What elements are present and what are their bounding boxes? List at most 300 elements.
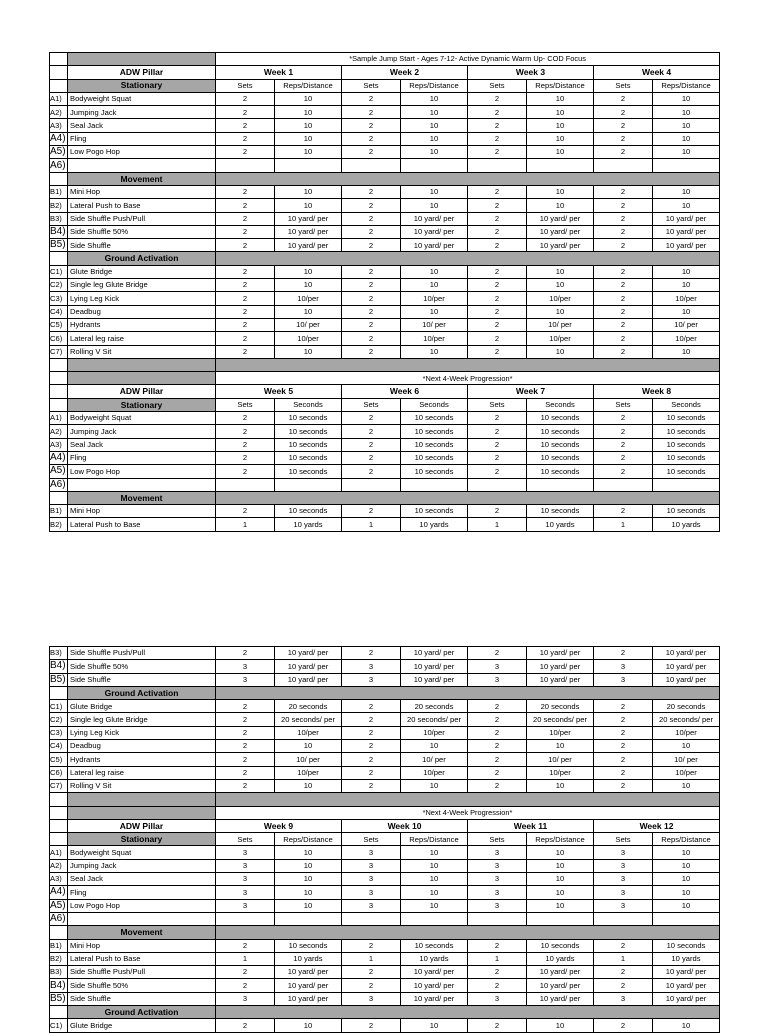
- reps-value: 10/per: [401, 332, 468, 345]
- sets-value: 2: [468, 966, 527, 979]
- sets-value: 2: [342, 305, 401, 318]
- sets-value: 2: [216, 1019, 275, 1032]
- cell: [50, 385, 68, 398]
- section-title: *Next 4-Week Progression*: [216, 806, 720, 819]
- sets-value: [216, 159, 275, 172]
- reps-value: 10: [653, 846, 720, 859]
- sets-value: 2: [216, 92, 275, 105]
- sets-value: 2: [216, 212, 275, 225]
- sets-value: 2: [216, 225, 275, 238]
- exercise-code: B4): [50, 226, 66, 237]
- sets-value: 2: [216, 199, 275, 212]
- sets-value: 2: [216, 345, 275, 358]
- week-header: Week 3: [468, 66, 594, 79]
- reps-value: 10 yard/ per: [401, 673, 468, 686]
- exercise-name: Side Shuffle: [68, 992, 216, 1005]
- section-fill: [216, 686, 720, 699]
- week-header: Week 7: [468, 385, 594, 398]
- exercise-name: Fling: [68, 132, 216, 145]
- sets-value: 1: [594, 952, 653, 965]
- reps-value: 20 seconds: [527, 700, 594, 713]
- sets-value: [594, 478, 653, 491]
- sets-value: 1: [342, 952, 401, 965]
- table-row: [50, 899, 720, 912]
- sets-value: 2: [342, 726, 401, 739]
- sets-value: 2: [216, 185, 275, 198]
- exercise-code: A3): [50, 438, 68, 451]
- exercise-code: C7): [50, 779, 68, 792]
- reps-value: 10/ per: [401, 753, 468, 766]
- sets-value: 3: [216, 873, 275, 886]
- column-header: Sets: [342, 833, 401, 846]
- reps-value: [527, 478, 594, 491]
- column-header: Reps/Distance: [527, 833, 594, 846]
- table-row: [50, 491, 720, 504]
- table-row: [50, 647, 720, 660]
- sets-value: 2: [342, 212, 401, 225]
- sets-value: 2: [594, 438, 653, 451]
- table-row: [50, 66, 720, 79]
- reps-value: 10: [275, 846, 342, 859]
- reps-value: 10 seconds: [401, 451, 468, 464]
- reps-value: 10: [653, 305, 720, 318]
- sets-value: 2: [342, 412, 401, 425]
- sets-value: [468, 478, 527, 491]
- reps-value: 10 yards: [401, 952, 468, 965]
- section-fill: [216, 926, 720, 939]
- sets-value: 2: [468, 265, 527, 278]
- table-row: [50, 212, 720, 225]
- table-row: [50, 172, 720, 185]
- table-row: [50, 505, 720, 518]
- cell: [50, 833, 68, 846]
- sets-value: 3: [216, 673, 275, 686]
- exercise-code: C6): [50, 332, 68, 345]
- sets-value: 2: [342, 119, 401, 132]
- table-row: [50, 939, 720, 952]
- reps-value: 10: [653, 265, 720, 278]
- reps-value: 10: [401, 1019, 468, 1032]
- reps-value: 10 yard/ per: [275, 660, 342, 673]
- reps-value: 10: [401, 345, 468, 358]
- reps-value: [653, 912, 720, 925]
- reps-value: 20 seconds/ per: [275, 713, 342, 726]
- cell: [50, 1006, 68, 1019]
- reps-value: 10/per: [275, 726, 342, 739]
- reps-value: 10 yard/ per: [527, 979, 594, 992]
- sets-value: 2: [468, 146, 527, 159]
- reps-value: 10 yard/ per: [653, 979, 720, 992]
- exercise-code: C1): [50, 265, 68, 278]
- sets-value: 2: [468, 1019, 527, 1032]
- sets-value: 2: [468, 505, 527, 518]
- sets-value: 2: [468, 119, 527, 132]
- column-header: Seconds: [401, 398, 468, 411]
- sets-value: 2: [216, 132, 275, 145]
- reps-value: 10 seconds: [653, 438, 720, 451]
- table-row: [50, 146, 720, 159]
- table-row: [50, 345, 720, 358]
- reps-value: 10: [275, 132, 342, 145]
- week-header: Week 1: [216, 66, 342, 79]
- sets-value: 3: [468, 673, 527, 686]
- sets-value: 2: [594, 966, 653, 979]
- reps-value: 10: [401, 279, 468, 292]
- reps-value: 10/ per: [275, 318, 342, 331]
- sets-value: 2: [594, 647, 653, 660]
- sets-value: 3: [468, 899, 527, 912]
- sets-value: 2: [342, 779, 401, 792]
- reps-value: 10 seconds: [275, 425, 342, 438]
- reps-value: 10: [275, 146, 342, 159]
- sets-value: 2: [342, 979, 401, 992]
- reps-value: 10 seconds: [527, 412, 594, 425]
- column-header: Sets: [342, 398, 401, 411]
- reps-value: 10/per: [653, 292, 720, 305]
- reps-value: 10 seconds: [275, 505, 342, 518]
- sets-value: 3: [594, 859, 653, 872]
- reps-value: 10 yards: [275, 518, 342, 531]
- column-header: Reps/Distance: [527, 79, 594, 92]
- column-header: Reps/Distance: [275, 833, 342, 846]
- table-row: [50, 793, 720, 806]
- reps-value: 10 yard/ per: [527, 660, 594, 673]
- reps-value: 10 yard/ per: [275, 239, 342, 252]
- reps-value: 10 seconds: [275, 939, 342, 952]
- exercise-code: B5): [50, 992, 66, 1004]
- sets-value: 2: [594, 979, 653, 992]
- sets-value: 2: [594, 753, 653, 766]
- table-row: [50, 199, 720, 212]
- sets-value: 2: [342, 318, 401, 331]
- exercise-name: Single leg Glute Bridge: [68, 713, 216, 726]
- sets-value: 1: [216, 952, 275, 965]
- category-label: Ground Activation: [68, 252, 216, 265]
- exercise-name: Mini Hop: [68, 185, 216, 198]
- sets-value: 3: [468, 859, 527, 872]
- header-gray-cell: [68, 53, 216, 66]
- reps-value: 10 yard/ per: [275, 647, 342, 660]
- reps-value: 10: [653, 779, 720, 792]
- reps-value: 10/per: [275, 292, 342, 305]
- sets-value: 2: [468, 305, 527, 318]
- separator-bar: [216, 793, 720, 806]
- sets-value: 2: [468, 412, 527, 425]
- reps-value: 10: [527, 119, 594, 132]
- exercise-code: A3): [50, 873, 68, 886]
- column-header: Sets: [468, 398, 527, 411]
- column-header: Reps/Distance: [653, 833, 720, 846]
- reps-value: 10 yard/ per: [275, 979, 342, 992]
- column-header: Reps/Distance: [401, 833, 468, 846]
- exercise-code: C3): [50, 292, 68, 305]
- sets-value: 3: [216, 886, 275, 899]
- table-row: [50, 673, 720, 686]
- exercise-code: B3): [50, 647, 68, 660]
- exercise-code: C1): [50, 700, 68, 713]
- separator-bar: [68, 793, 216, 806]
- sets-value: 3: [594, 899, 653, 912]
- reps-value: 10 seconds: [653, 939, 720, 952]
- reps-value: 10/per: [527, 292, 594, 305]
- exercise-code: C7): [50, 345, 68, 358]
- sets-value: 2: [216, 146, 275, 159]
- reps-value: 10: [401, 265, 468, 278]
- table-row: [50, 1006, 720, 1019]
- reps-value: 10 yard/ per: [653, 966, 720, 979]
- reps-value: 10: [653, 279, 720, 292]
- sets-value: 2: [342, 92, 401, 105]
- exercise-name: Side Shuffle 50%: [68, 660, 216, 673]
- sets-value: 2: [468, 700, 527, 713]
- sets-value: 2: [216, 318, 275, 331]
- reps-value: 10: [527, 846, 594, 859]
- reps-value: 10: [653, 345, 720, 358]
- table-row: [50, 398, 720, 411]
- reps-value: 10: [653, 119, 720, 132]
- exercise-name: Lying Leg Kick: [68, 726, 216, 739]
- table-row: [50, 53, 720, 66]
- sets-value: 2: [468, 425, 527, 438]
- sets-value: 2: [342, 700, 401, 713]
- exercise-code: B3): [50, 212, 68, 225]
- exercise-name: Jumping Jack: [68, 106, 216, 119]
- sets-value: 2: [216, 412, 275, 425]
- table-row: [50, 412, 720, 425]
- table-row: [50, 819, 720, 832]
- reps-value: 10 yard/ per: [275, 212, 342, 225]
- exercise-name: Side Shuffle: [68, 239, 216, 252]
- sets-value: 2: [342, 505, 401, 518]
- table-row: [50, 252, 720, 265]
- exercise-name: Lying Leg Kick: [68, 292, 216, 305]
- reps-value: 10 yard/ per: [275, 992, 342, 1005]
- reps-value: [527, 159, 594, 172]
- table-row: [50, 1019, 720, 1032]
- exercise-name: Lateral Push to Base: [68, 952, 216, 965]
- sets-value: 2: [468, 225, 527, 238]
- sets-value: 1: [342, 518, 401, 531]
- reps-value: 10/per: [275, 766, 342, 779]
- sets-value: 2: [216, 740, 275, 753]
- reps-value: 10: [275, 873, 342, 886]
- exercise-code: A1): [50, 92, 68, 105]
- reps-value: 10/per: [527, 332, 594, 345]
- reps-value: [401, 478, 468, 491]
- sets-value: 2: [216, 332, 275, 345]
- reps-value: 10: [275, 119, 342, 132]
- sets-value: 2: [594, 265, 653, 278]
- reps-value: 10 yards: [653, 952, 720, 965]
- table-row: [50, 292, 720, 305]
- table-row: [50, 806, 720, 819]
- table-row: [50, 713, 720, 726]
- reps-value: 10: [401, 859, 468, 872]
- reps-value: 10: [401, 199, 468, 212]
- section-fill: [216, 172, 720, 185]
- table-row: [50, 740, 720, 753]
- table-row: [50, 438, 720, 451]
- sets-value: 2: [594, 345, 653, 358]
- sets-value: 2: [342, 239, 401, 252]
- cell: [50, 806, 68, 819]
- column-header: Seconds: [653, 398, 720, 411]
- exercise-name: Side Shuffle Push/Pull: [68, 212, 216, 225]
- exercise-name: Side Shuffle: [68, 673, 216, 686]
- week-header: Week 8: [594, 385, 720, 398]
- table-row: [50, 79, 720, 92]
- sets-value: 2: [216, 766, 275, 779]
- section-title: *Next 4-Week Progression*: [216, 372, 720, 385]
- sets-value: 2: [594, 779, 653, 792]
- sets-value: 3: [342, 873, 401, 886]
- sets-value: 2: [594, 132, 653, 145]
- exercise-code: B2): [50, 199, 68, 212]
- sets-value: 3: [342, 886, 401, 899]
- reps-value: [401, 159, 468, 172]
- reps-value: 10: [401, 740, 468, 753]
- sets-value: 2: [342, 279, 401, 292]
- column-header: Seconds: [527, 398, 594, 411]
- sets-value: [216, 912, 275, 925]
- sets-value: 2: [216, 465, 275, 478]
- column-header: Sets: [216, 398, 275, 411]
- sets-value: 2: [468, 979, 527, 992]
- sets-value: [342, 912, 401, 925]
- sets-value: 3: [468, 886, 527, 899]
- sets-value: 2: [342, 292, 401, 305]
- exercise-code: A6): [50, 913, 66, 925]
- sets-value: [342, 478, 401, 491]
- exercise-code: C3): [50, 726, 68, 739]
- sets-value: 2: [216, 292, 275, 305]
- sets-value: 2: [342, 425, 401, 438]
- reps-value: 10: [527, 345, 594, 358]
- exercise-name: Seal Jack: [68, 873, 216, 886]
- reps-value: 10: [401, 886, 468, 899]
- reps-value: 10/per: [401, 766, 468, 779]
- category-label: Movement: [68, 491, 216, 504]
- sets-value: 2: [468, 279, 527, 292]
- table-row: [50, 518, 720, 531]
- exercise-code: B2): [50, 952, 68, 965]
- sets-value: 2: [342, 265, 401, 278]
- table-row: [50, 425, 720, 438]
- reps-value: 10: [275, 345, 342, 358]
- column-header: Sets: [468, 79, 527, 92]
- table-row: [50, 132, 720, 145]
- sets-value: 2: [594, 119, 653, 132]
- reps-value: 10 seconds: [653, 412, 720, 425]
- sets-value: 2: [342, 966, 401, 979]
- reps-value: 10 yard/ per: [527, 647, 594, 660]
- sets-value: 2: [216, 966, 275, 979]
- category-label: Stationary: [68, 79, 216, 92]
- sets-value: 2: [216, 265, 275, 278]
- column-header: Sets: [468, 833, 527, 846]
- reps-value: 10 yards: [401, 518, 468, 531]
- exercise-code: A6): [50, 478, 66, 490]
- category-label: Movement: [68, 172, 216, 185]
- sets-value: 2: [594, 412, 653, 425]
- reps-value: 10 seconds: [527, 465, 594, 478]
- sets-value: 2: [594, 939, 653, 952]
- reps-value: 10: [653, 132, 720, 145]
- table-row: [50, 660, 720, 673]
- sets-value: 2: [468, 740, 527, 753]
- sets-value: 3: [216, 859, 275, 872]
- exercise-name: Deadbug: [68, 740, 216, 753]
- sets-value: 3: [594, 886, 653, 899]
- table-row: [50, 766, 720, 779]
- reps-value: 10 yard/ per: [653, 660, 720, 673]
- sets-value: 2: [216, 726, 275, 739]
- reps-value: 10/per: [401, 726, 468, 739]
- table-row: [50, 686, 720, 699]
- exercise-code: B1): [50, 939, 68, 952]
- exercise-name: Lateral Push to Base: [68, 518, 216, 531]
- sets-value: 2: [216, 305, 275, 318]
- sets-value: 2: [342, 465, 401, 478]
- table-row: [50, 279, 720, 292]
- reps-value: 10: [527, 106, 594, 119]
- sets-value: 2: [468, 753, 527, 766]
- table-row: [50, 779, 720, 792]
- table-row: [50, 106, 720, 119]
- sets-value: 2: [594, 332, 653, 345]
- reps-value: 10 seconds: [527, 425, 594, 438]
- exercise-code: C6): [50, 766, 68, 779]
- table-row: [50, 451, 720, 464]
- week-header: Week 5: [216, 385, 342, 398]
- reps-value: [275, 912, 342, 925]
- exercise-name: Fling: [68, 451, 216, 464]
- reps-value: 10: [653, 873, 720, 886]
- header-gray-cell: [68, 372, 216, 385]
- exercise-name: Lateral leg raise: [68, 766, 216, 779]
- column-header: Sets: [216, 79, 275, 92]
- reps-value: 10/ per: [653, 753, 720, 766]
- exercise-code: B3): [50, 966, 68, 979]
- exercise-name: Hydrants: [68, 753, 216, 766]
- section-fill: [216, 491, 720, 504]
- sets-value: [342, 159, 401, 172]
- sets-value: 2: [594, 505, 653, 518]
- reps-value: 10 seconds: [527, 451, 594, 464]
- sets-value: 2: [594, 713, 653, 726]
- sets-value: 2: [216, 713, 275, 726]
- section-fill: [216, 1006, 720, 1019]
- sets-value: 2: [468, 451, 527, 464]
- reps-value: 10: [527, 279, 594, 292]
- sets-value: 2: [216, 451, 275, 464]
- sets-value: 2: [216, 425, 275, 438]
- reps-value: 10/ per: [401, 318, 468, 331]
- reps-value: 10: [653, 185, 720, 198]
- reps-value: [653, 478, 720, 491]
- worksheet-page-2: [49, 646, 720, 1033]
- reps-value: 10 yards: [653, 518, 720, 531]
- exercise-name: Low Pogo Hop: [68, 465, 216, 478]
- sets-value: 2: [594, 726, 653, 739]
- reps-value: 10: [527, 899, 594, 912]
- reps-value: 10 yards: [527, 952, 594, 965]
- sets-value: 2: [594, 292, 653, 305]
- reps-value: [275, 478, 342, 491]
- table-row: [50, 332, 720, 345]
- reps-value: 10: [275, 199, 342, 212]
- table-row: [50, 119, 720, 132]
